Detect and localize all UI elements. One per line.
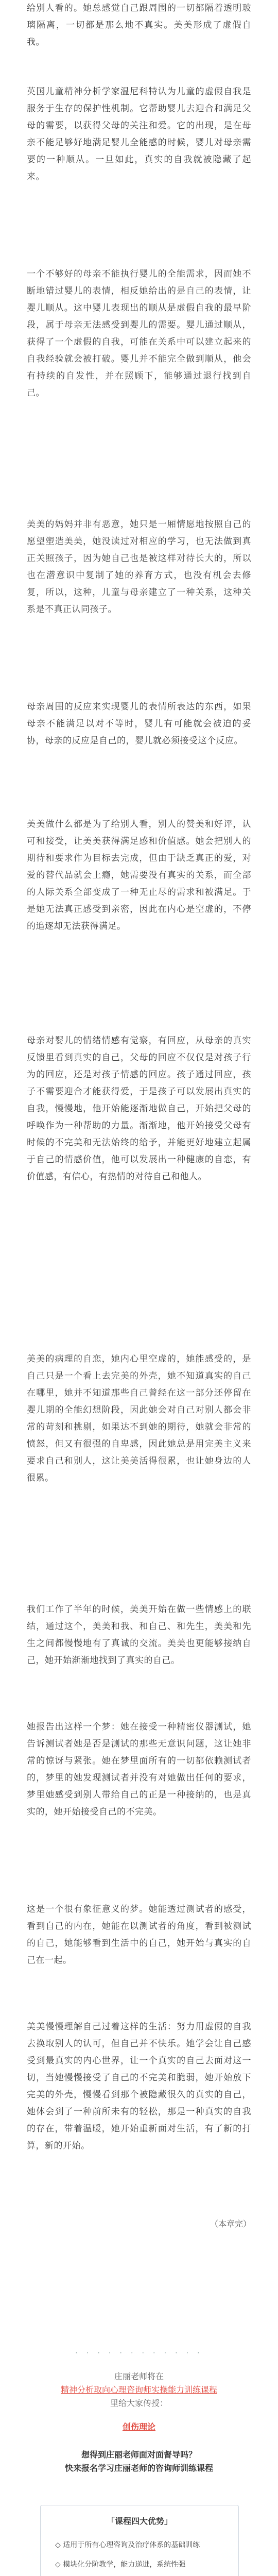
author-note: （本章完） — [210, 2219, 251, 2229]
course-link[interactable]: 精神分析取向心理咨询师实操能力训练课程 — [60, 2385, 217, 2395]
paragraph: 母亲周围的反应来实现婴儿的表情所表达的东西，如果母亲不能满足以对不等时，婴儿有可能就会被迫的妥协，母亲的反应是自己的，婴儿就必须接受这个反应。 — [27, 702, 251, 746]
section-divider: · · · · · · · · · · · · — [75, 2348, 203, 2358]
advantage-item: ◇ 模块化分阶教学，能力递进，系统性强 — [55, 2561, 186, 2569]
promo-line: 里给大家传授： — [110, 2398, 168, 2408]
paragraph: 美美的妈妈并非有恶意，她只是一厢情愿地按照自己的愿望塑造美美，她没读过对相应的学习，也无法做到真正关照孩子，因为她自己也是被这样对待长大的，所以也在潜意识中复制了她的养育方式，也没有机会去修复，所以，这种，儿童与母亲建立了一种关系，这种关系是不真正认同孩子。 — [27, 519, 251, 615]
paragraph: 母亲对婴儿的情绪情感有觉察，有回应，从母亲的真实反馈里看到真实的自己，父母的回应不仅仅是对孩子行为的回应，还是对孩子情感的回应。孩子通过回应，孩子不需要迎合才能获得爱，于是孩子可以发展出真实的自我，慢慢地，他开始能逐渐地做自己，开始把父母的呼唤作为一种帮助的力量。渐渐地，他开始接受父母有时候的不完美和无法始终的给予，并能更好地建立起属于自己的情感价值，他可以发展出一种健康的自恋，有价值感，有信心，有热情的对待自己和他人。 — [27, 1036, 251, 1182]
promo-section — [0, 2370, 278, 2475]
course-advantages-card — [40, 2505, 239, 2576]
paragraph: 我们工作了半年的时候，美美开始在做一些情感上的联结，通过这个，美美和我、和自己、和先生，美美和先生之间都慢慢地有了真诚的交流。美美也更能够接纳自己，她开始渐渐地找到了真实的自己。 — [27, 1604, 251, 1666]
advantage-item: ◇ 适用于所有心理咨询及治疗体系的基础训练 — [55, 2541, 200, 2549]
paragraph: 一个不够好的母亲不能执行婴儿的全能需求，因而她不断地错过婴儿的表情，相反她给出的是自己的表情，让婴儿顺从。这中婴儿表现出的顺从是虚假自我的最早阶段，属于母亲无法感受到婴儿的需要。婴儿通过顺从，获得了一个虚假的自我，可能在关系中可以建立起来的自我经验就会被打破。婴儿并不能完全做到顺从，他会有持续的自发性，并在照顾下，能够通过退行找到自己。 — [27, 269, 251, 398]
paragraph: 美美慢慢理解自己过着这样的生活：努力用虚假的自我去换取别人的认可，但自己并不快乐。她学会让自己感受到最真实的内心世界，让一个真实的自己去面对这一切，当她慢慢接受了自己的不完美和脆弱，她开始放下完美的外壳，慢慢看到那个被隐藏很久的真实的自己，她体会到了一种前所未有的轻松，那是一种真实的自我的存在，带着温暖，她开始重新面对生活，有了新的打算，新的开始。 — [27, 2022, 251, 2151]
paragraph: 美美的病理的自恋，她内心里空虚的，她能感受的，是自己只是一个看上去完美的外壳，她不知道真实的自己在哪里，她并不知道那些自己曾经在这一部分还停留在婴儿期的全能幻想阶段，因此她会对自己对别人都会非常的苛刻和挑剔，如果达不到她的期待，她就会非常的愤怒，但又有很强的自卑感，因此她总是用完美主义来要求自己和别人，这让美美活得很累，也让她身边的人很累。 — [27, 1354, 251, 1483]
highlight-topic: 创伤理论 — [122, 2422, 155, 2432]
paragraph: 给别人看的。她总感觉自己跟周围的一切都隔着透明玻璃隔离，一切都是那么地不真实。美美形成了虚假自我。 — [27, 3, 251, 47]
paragraph: 她报告出这样一个梦：她在接受一种精密仪器测试，她告诉测试者她是否是测试的那些无意识问题，这让她非常的惊讶与紧张。她在梦里面所有的一切都依赖测试者的，梦里的她发现测试者并没有对她做出任何的要求，梦里她感受到别人带给自己的正是一种接纳的，也是真实的，她开始接受自己的不完美。 — [27, 1722, 251, 1817]
article-body — [27, 0, 251, 2229]
paragraph: 美美做什么都是为了给别人看，别人的赞美和好评，认可和接受，让美美获得满足感和价值感。她会把别人的期待和要求作为目标去完成，但由于缺乏真正的爱，对爱的替代品就会上瘾，她需要没有真实的关系，而全部的人际关系全部变成了一种无止尽的需求和被满足。于是她无法真正感受到亲密，因此在内心是空虚的，不停的追逐却无法获得满足。 — [27, 819, 251, 931]
paragraph: 这是一个很有象征意义的梦。她能透过测试者的感受，看到自己的内在，她能在以测试者的角度，看到被测试的自己，她能够看到生活中的自己，她开始与真实的自己在一起。 — [27, 1904, 251, 1965]
promo-question: 想得到庄丽老师面对面督导吗？ — [81, 2450, 197, 2460]
card-title: 「课程四大优势」 — [106, 2516, 172, 2526]
promo-line: 庄丽老师将在 — [114, 2371, 164, 2381]
paragraph: 英国儿童精神分析学家温尼科特认为儿童的虚假自我是服务于生存的保护性机制。它帮助婴儿去迎合和满足父母的需要，以获得父母的关注和爱。它的出现，是在母亲不能足够好地满足婴儿全能感的时候，婴儿对母亲需要的一种顺从。一旦如此，真实的自我就被隐藏了起来。 — [27, 87, 251, 182]
promo-question: 快来报名学习庄丽老师的咨询师训练课程 — [64, 2463, 213, 2473]
